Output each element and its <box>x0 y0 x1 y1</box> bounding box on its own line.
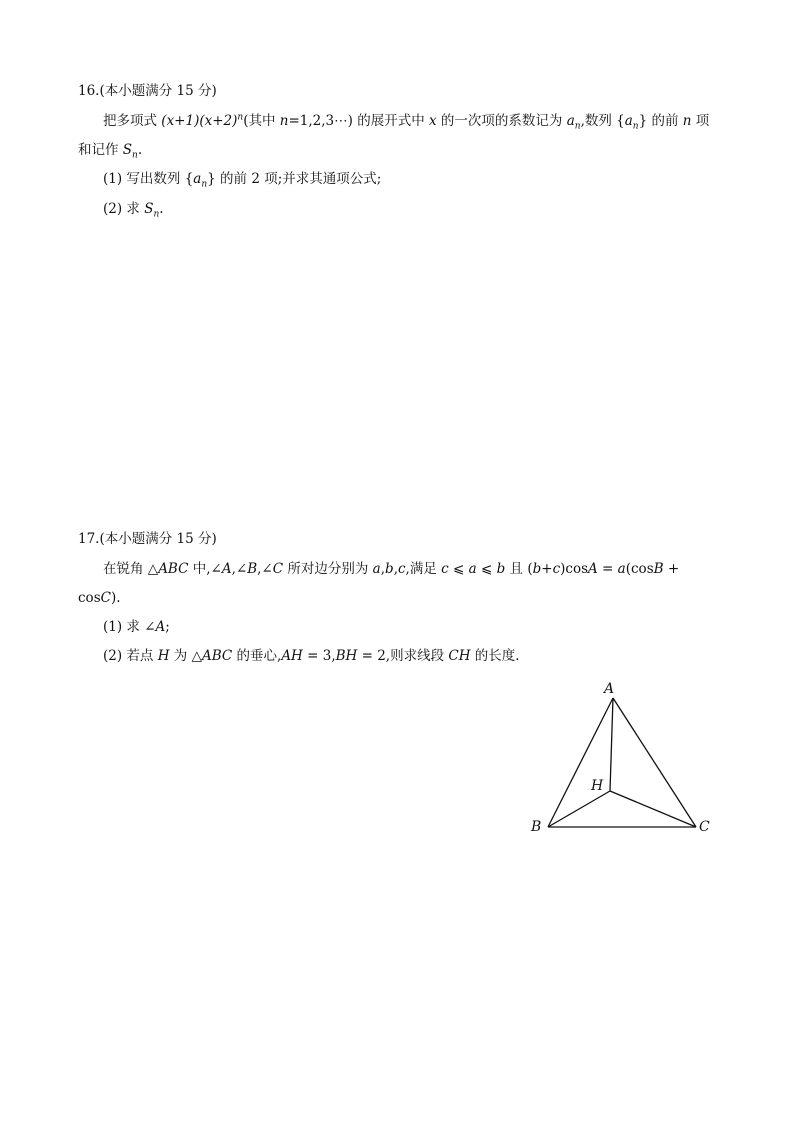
vertex-label-a: A <box>604 681 615 697</box>
q16-part1: (1) 写出数列 $\{a_n\}$ 的前 2 项;并求其通项公式; <box>103 171 382 190</box>
q16-intro-line2: 和记作 $S_n$. <box>78 142 143 161</box>
q16-header: 16.(本小题满分 15 分) <box>78 83 217 99</box>
segment-ah <box>610 698 613 791</box>
q17-intro-line2: cosC). <box>78 590 121 606</box>
q17-part2: (2) 若点 H 为 △ABC 的垂心,AH = 3,BH = 2,则求线段 CH 的长度. <box>103 648 520 664</box>
q17-intro-line1: 在锐角 △ABC 中,∠A,∠B,∠C 所对边分别为 a,b,c,满足 c ⩽ a ⩽ b 且 (b+c)cosA = a(cosB + <box>103 561 680 577</box>
segment-ch <box>610 791 696 827</box>
vertex-label-h: H <box>591 778 604 794</box>
triangle-diagram <box>520 670 730 845</box>
q17-header: 17.(本小题满分 15 分) <box>78 531 217 547</box>
vertex-label-b: B <box>531 819 542 835</box>
q16-part2: (2) 求 $S_n$. <box>103 201 164 220</box>
edge-ac <box>613 698 696 827</box>
q16-intro-line1: 把多项式 $(x+1)(x+2)^n$(其中 n=1,2,3⋯) 的展开式中 x 的一次项的系数记为 $a_n$,数列 $\{a_n\}$ 的前 n 项 <box>103 112 710 132</box>
vertex-label-c: C <box>699 819 710 835</box>
q17-part1: (1) 求 ∠A; <box>103 619 170 635</box>
triangle-figure <box>520 670 730 845</box>
